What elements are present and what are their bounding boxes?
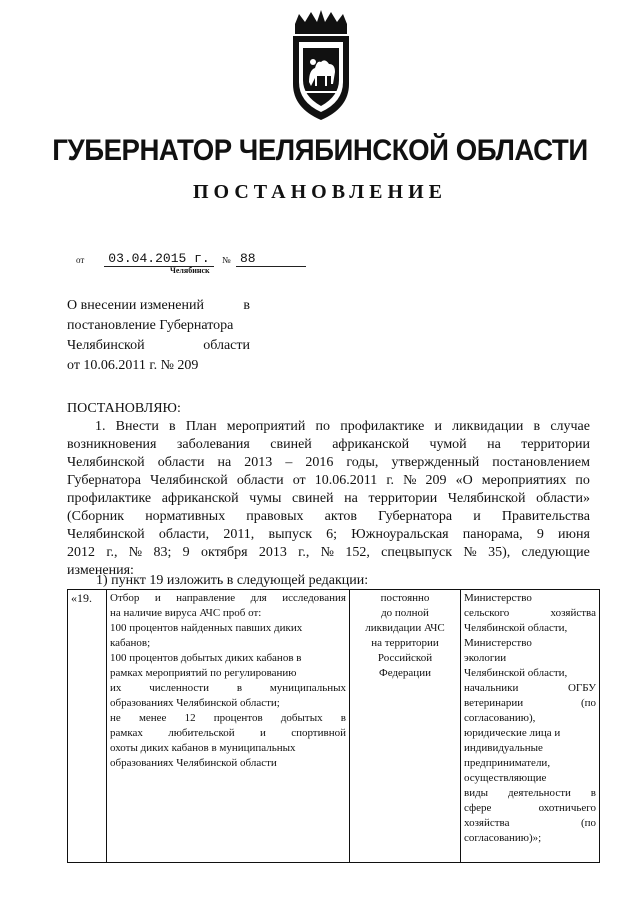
word: ОГБУ — [567, 682, 596, 694]
word: Челябинской области, — [464, 622, 568, 634]
word: спортивной — [291, 727, 346, 739]
word: г., — [106, 545, 118, 560]
subject-block — [67, 296, 250, 376]
word: и — [434, 419, 443, 434]
date-prefix: от — [76, 255, 85, 265]
word: территории — [521, 437, 590, 452]
number-prefix: № — [222, 255, 231, 265]
paragraph-line — [67, 472, 590, 490]
word: на — [487, 437, 501, 452]
word: № — [403, 473, 417, 488]
subject-text: постановление Губернатора — [67, 318, 234, 333]
word: Челябинской — [67, 455, 145, 470]
word: Челябинской — [150, 473, 228, 488]
word: (по — [580, 817, 596, 829]
word: африканской — [161, 491, 239, 506]
responsible-line — [464, 831, 596, 846]
subject-text: от 10.06.2011 г. № 209 — [67, 358, 199, 373]
responsible-line — [464, 771, 596, 786]
subject-line — [67, 296, 250, 316]
coat-of-arms-emblem — [283, 10, 359, 122]
word: Отбор — [110, 592, 140, 604]
word: свиней — [292, 491, 334, 506]
word: правовых — [246, 509, 304, 524]
word: 12 — [184, 712, 196, 724]
subject-line — [67, 336, 250, 356]
word: деятельности — [507, 787, 571, 799]
measure-cell — [107, 590, 350, 863]
crown-icon — [295, 10, 347, 34]
measure-line — [110, 621, 346, 636]
word: территории — [368, 491, 438, 506]
responsible-line — [464, 801, 596, 816]
word: от — [292, 473, 306, 488]
document-type: ПОСТАНОВЛЕНИЕ — [193, 181, 447, 203]
word: утвержденный — [391, 455, 480, 470]
word: ветеринарии — [464, 697, 524, 709]
word: 9 — [536, 527, 544, 542]
word: образованиях Челябинской области — [110, 757, 277, 769]
item-number-cell: «19. — [68, 590, 107, 863]
word: виды — [464, 787, 489, 799]
responsible-line — [464, 651, 596, 666]
term-line: Российской — [377, 652, 433, 664]
term-line: постоянно — [380, 592, 430, 604]
word: 6; — [326, 527, 338, 542]
word: в — [533, 419, 541, 434]
measure-line — [110, 636, 346, 651]
responsible-line — [464, 756, 596, 771]
word: следующие — [521, 545, 590, 560]
word: панорама, — [462, 527, 523, 542]
word: нормативных — [145, 509, 226, 524]
word: Южноуральская — [351, 527, 449, 542]
term-line: ликвидации АЧС — [365, 622, 445, 634]
city: Челябинск — [170, 266, 210, 275]
subject-line — [67, 316, 250, 336]
point-intro: 1) пункт 19 изложить в следующей редакции: — [96, 573, 369, 588]
word: спецвыпуск — [381, 545, 453, 560]
word: г. — [386, 473, 394, 488]
word: Правительства — [501, 509, 590, 524]
word: на — [344, 491, 358, 506]
word: рамках — [110, 727, 143, 739]
word: по — [315, 419, 331, 434]
word: охотничьего — [538, 802, 596, 814]
measure-line — [110, 591, 346, 606]
word: возникновения — [67, 437, 157, 452]
measure-line — [110, 681, 346, 696]
word: 209 — [425, 473, 447, 488]
word: Челябинской области, — [464, 667, 568, 679]
paragraph-line — [67, 490, 590, 508]
word: Внести — [115, 419, 159, 434]
word: и — [473, 509, 481, 524]
word: чумой — [429, 437, 467, 452]
word: экологии — [464, 652, 507, 664]
term-line: до полной — [381, 607, 429, 619]
word: Челябинской — [447, 491, 526, 506]
responsible-line — [464, 621, 596, 636]
word: случае — [550, 419, 590, 434]
word: менее — [138, 712, 167, 724]
word: образованиях Челябинской области; — [110, 697, 280, 709]
word: сельского — [464, 607, 510, 619]
paragraph-line — [67, 544, 590, 562]
word: 35), — [488, 545, 511, 560]
word: не — [110, 712, 121, 724]
word: муниципальных — [269, 682, 346, 694]
word: области» — [536, 491, 590, 506]
word: постановлением — [492, 455, 590, 470]
word: 10.06.2011 — [314, 473, 378, 488]
word: охоты диких кабанов в муниципальных — [110, 742, 296, 754]
word: начальники — [464, 682, 519, 694]
word: изменения: — [67, 563, 134, 578]
word: области — [157, 455, 205, 470]
responsible-line — [464, 606, 596, 621]
measure-line — [110, 666, 346, 681]
table-row — [68, 590, 600, 863]
word: – — [285, 455, 293, 470]
word: сфере — [464, 802, 492, 814]
word: 2013 — [244, 455, 273, 470]
word: и — [259, 727, 266, 739]
subject-text: области — [203, 338, 250, 353]
word: рамках мероприятий по регулированию — [110, 667, 297, 679]
subject-line — [67, 356, 250, 376]
word: 2016 — [305, 455, 334, 470]
responsible-line — [464, 786, 596, 801]
word: по — [575, 473, 590, 488]
word: индивидуальные — [464, 742, 543, 754]
word: октября — [200, 545, 248, 560]
word: их — [110, 682, 122, 694]
responsible-line — [464, 711, 596, 726]
term-cell — [350, 590, 461, 863]
paragraph-1 — [67, 418, 590, 580]
decree-word: ПОСТАНОВЛЯЮ: — [67, 401, 181, 416]
word: (по — [580, 697, 596, 709]
subject-text: О внесении изменений — [67, 298, 204, 313]
word: добытых — [280, 712, 323, 724]
word: № — [320, 545, 335, 560]
word: в — [590, 787, 596, 799]
word: африканской — [332, 437, 410, 452]
responsible-line — [464, 666, 596, 681]
word: Министерство — [464, 592, 532, 604]
word: годы, — [346, 455, 379, 470]
word: в — [236, 682, 243, 694]
word: 9 — [182, 545, 190, 560]
word: области — [236, 473, 284, 488]
term-line: на территории — [371, 637, 439, 649]
word: и — [154, 592, 161, 604]
word: 1. — [95, 419, 106, 434]
responsible-line — [464, 726, 596, 741]
word: численности — [149, 682, 209, 694]
word: г., — [298, 545, 310, 560]
responsible-line — [464, 696, 596, 711]
word: Губернатора — [378, 509, 453, 524]
responsible-line — [464, 591, 596, 606]
word: хозяйства — [550, 607, 596, 619]
subject-text: в — [243, 298, 250, 313]
word: области, — [158, 527, 210, 542]
word: Челябинской — [67, 527, 145, 542]
paragraph-line — [67, 508, 590, 526]
word: 83; — [153, 545, 172, 560]
measure-line — [110, 696, 346, 711]
word: Министерство — [464, 637, 532, 649]
measure-line — [110, 741, 346, 756]
word: актов — [324, 509, 358, 524]
word: ликвидации — [452, 419, 524, 434]
word: исследования — [282, 592, 346, 604]
word: выпуск — [268, 527, 312, 542]
subject-text: Челябинской — [67, 338, 145, 353]
document-number: 88 — [236, 251, 306, 267]
word: согласованию)»; — [464, 832, 542, 844]
measure-line — [110, 726, 346, 741]
amendment-table — [67, 589, 600, 863]
word: заболевания — [176, 437, 250, 452]
word: хозяйства — [464, 817, 510, 829]
responsible-line — [464, 636, 596, 651]
word: юридические лица и — [464, 727, 561, 739]
word: июня — [558, 527, 590, 542]
word: осуществляющие — [464, 772, 547, 784]
word: свиней — [270, 437, 312, 452]
word: 2011, — [223, 527, 255, 542]
measure-line — [110, 711, 346, 726]
word: «О — [455, 473, 473, 488]
word: № — [128, 545, 143, 560]
document-date: 03.04.2015 г. — [104, 251, 214, 267]
word: чумы — [249, 491, 282, 506]
word: 2012 — [67, 545, 95, 560]
word: процентов — [213, 712, 263, 724]
word: на — [217, 455, 232, 470]
paragraph-line — [67, 454, 590, 472]
word: любительской — [168, 727, 235, 739]
word: для — [250, 592, 267, 604]
responsible-line — [464, 741, 596, 756]
measure-line — [110, 756, 346, 771]
word: Губернатора — [67, 473, 142, 488]
word: в — [340, 712, 346, 724]
word: на наличие вируса АЧС проб от: — [110, 607, 262, 619]
word: 2013 — [258, 545, 287, 560]
word: № — [463, 545, 477, 560]
word: План — [185, 419, 217, 434]
word: 100 процентов найденных павших диких — [110, 622, 303, 634]
word: мероприятиях — [481, 473, 567, 488]
responsible-cell — [461, 590, 600, 863]
governor-title: ГУБЕРНАТОР ЧЕЛЯБИНСКОЙ ОБЛАСТИ — [52, 134, 588, 167]
word: (Сборник — [67, 509, 125, 524]
term-line: Федерации — [379, 667, 431, 679]
word: профилактике — [340, 419, 425, 434]
word: направление — [176, 592, 236, 604]
word: предприниматели, — [464, 757, 551, 769]
paragraph-line — [67, 436, 590, 454]
measure-line — [110, 651, 346, 666]
responsible-line — [464, 681, 596, 696]
measure-line — [110, 606, 346, 621]
word: профилактике — [67, 491, 152, 506]
word: кабанов; — [110, 637, 151, 649]
word: 152, — [345, 545, 370, 560]
paragraph-line — [67, 526, 590, 544]
word: согласованию), — [464, 712, 536, 724]
word: мероприятий — [226, 419, 306, 434]
word: в — [169, 419, 176, 434]
word: 100 процентов добытых диких кабанов в — [110, 652, 302, 664]
responsible-line — [464, 816, 596, 831]
paragraph-line — [67, 418, 590, 436]
